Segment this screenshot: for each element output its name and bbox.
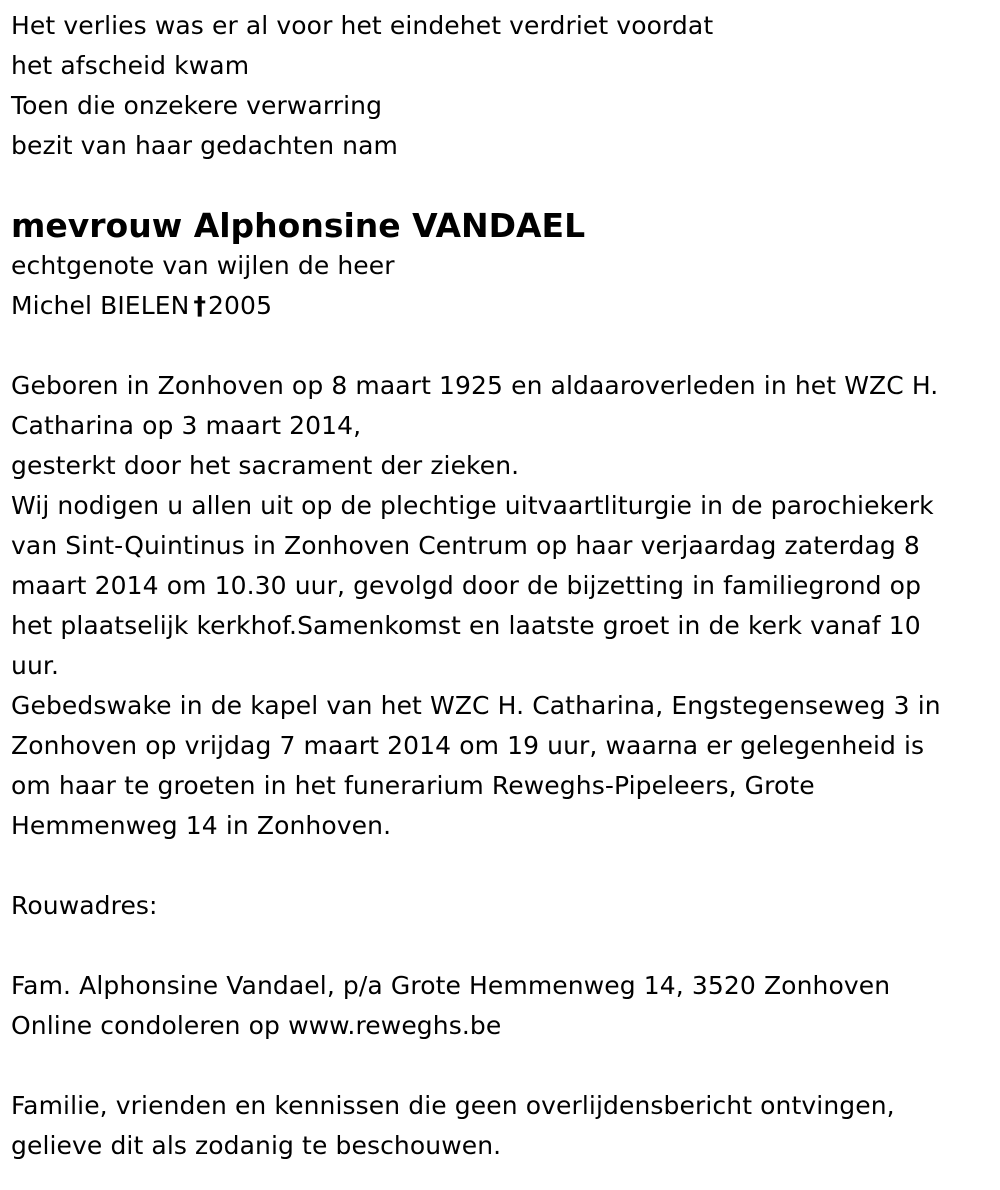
cross-icon: † (193, 291, 207, 320)
body-line: Geboren in Zonhoven op 8 maart 1925 en aldaaroverleden in het WZC H. (11, 371, 939, 400)
body-line: Wij nodigen u allen uit op de plechtige uitvaartliturgie in de parochiekerk (11, 491, 934, 520)
closing-line: Familie, vrienden en kennissen die geen overlijdensbericht ontvingen, (11, 1091, 895, 1120)
body-line: om haar te groeten in het funerarium Reweghs-Pipeleers, Grote (11, 771, 815, 800)
announcement-body (11, 366, 996, 846)
poem-line: bezit van haar gedachten nam (11, 131, 399, 160)
relation-text: echtgenote van wijlen de heer (11, 251, 395, 280)
body-line: van Sint-Quintinus in Zonhoven Centrum op haar verjaardag zaterdag 8 (11, 531, 920, 560)
poem (11, 6, 996, 166)
poem-line: Het verlies was er al voor het eindehet verdriet voordat (11, 11, 714, 40)
spouse-name: Michel BIELEN (11, 291, 190, 320)
poem-line: het afscheid kwam (11, 51, 250, 80)
body-line: Hemmenweg 14 in Zonhoven. (11, 811, 392, 840)
body-line: gesterkt door het sacrament der zieken. (11, 451, 520, 480)
body-line: Gebedswake in de kapel van het WZC H. Catharina, Engstegenseweg 3 in (11, 691, 941, 720)
poem-line: Toen die onzekere verwarring (11, 91, 383, 120)
body-line: Catharina op 3 maart 2014, (11, 411, 362, 440)
spouse-line (11, 286, 996, 326)
online-condolence-text: Online condoleren op www.reweghs.be (11, 1011, 502, 1040)
closing-line: gelieve dit als zodanig te beschouwen. (11, 1131, 502, 1160)
deceased-name: mevrouw Alphonsine VANDAEL (11, 206, 586, 245)
spouse-year: 2005 (208, 291, 273, 320)
address-line: Fam. Alphonsine Vandael, p/a Grote Hemmenweg 14, 3520 Zonhoven (11, 971, 891, 1000)
closing-note (11, 1086, 996, 1166)
body-line: het plaatselijk kerkhof.Samenkomst en laatste groet in de kerk vanaf 10 (11, 611, 921, 640)
body-line: maart 2014 om 10.30 uur, gevolgd door de bijzetting in familiegrond op (11, 571, 922, 600)
obituary-document (11, 6, 996, 1166)
address-label: Rouwadres: (11, 891, 158, 920)
body-line: uur. (11, 651, 60, 680)
body-line: Zonhoven op vrijdag 7 maart 2014 om 19 uur, waarna er gelegenheid is (11, 731, 925, 760)
